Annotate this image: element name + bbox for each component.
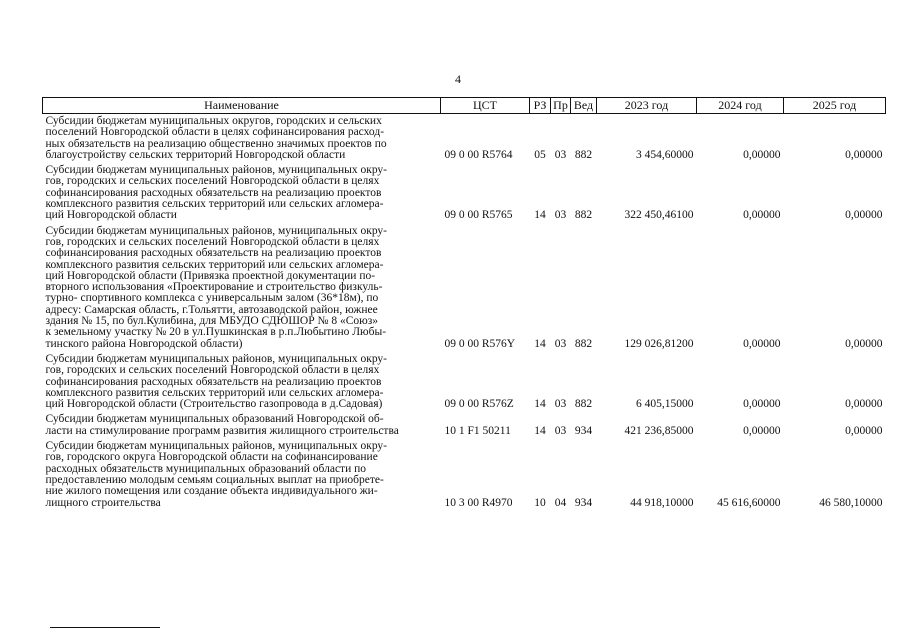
row-y2024-cell: 0,00000 [743,398,781,411]
row-name-line: Субсидии бюджетам муниципальных округов, городских и сельских [45,115,382,127]
row-name-line: расходных обязательств муниципальных образований области по [45,462,367,475]
row-name-line: Субсидии бюджетам муниципальных районов, муниципальных окру- [45,224,388,237]
row-ved-cell: 882 [574,209,593,222]
row-name-line: Субсидии бюджетам муниципальных районов, муниципальных окру- [45,352,388,365]
row-y2024-cell: 0,00000 [743,148,781,161]
row-cst-cell: 09 0 00 R5765 [444,209,513,222]
row-y2024-cell: 0,00000 [743,209,781,222]
row-name-cell [43,163,441,223]
header-cst: ЦСТ [441,98,530,114]
row-cst-cell: 09 0 00 R576Y [444,337,516,350]
row-pr-cell: 03 [554,148,567,161]
row-y2025-cell: 0,00000 [845,424,883,437]
row-rz-cell: 14 [534,424,546,437]
row-name-line: ций Новгородской области (Привязка проектной документации по- [45,269,376,282]
row-name-line: турно- спортивного комплекса с универсальным залом (36*18м), по [45,292,379,305]
table-row [43,412,886,439]
row-name-cell [43,352,441,412]
row-name-line: софинансирования расходных обязательств на реализацию проектов [45,186,382,199]
row-name-cell [43,439,441,511]
row-name-line: ций Новгородской области (Строительство газопровода в д.Садовая) [45,398,383,411]
table-row [43,352,886,412]
row-pr-cell: 03 [554,209,567,222]
table-row [43,224,886,352]
budget-table-container [42,97,885,511]
row-name-line: комплексного развития сельских территорий или сельских агломера- [45,386,384,399]
row-name-line: софинансирования расходных обязательств на реализацию проектов [45,247,382,260]
row-name-line: здания № 15, по бул.Кулибина, для МБУДО СДЮШОР № 8 «Союз» [45,315,379,328]
row-name-line: гов, городского округа Новгородской области на софинансирование [45,451,378,464]
row-y2025-cell: 0,00000 [845,337,883,350]
header-name: Наименование [43,98,441,114]
table-header [43,98,886,114]
row-name-line: Субсидии бюджетам муниципальных образований Новгородской об- [45,413,384,426]
row-ved-cell: 882 [574,148,593,161]
row-rz-cell: 14 [534,337,546,350]
row-name-cell [43,114,441,164]
row-cst-cell: 10 1 F1 50211 [444,424,511,437]
row-name-line: Субсидии бюджетам муниципальных районов, муниципальных окру- [45,440,388,453]
row-name-line: ных обязательств на реализацию общественно значимых проектов по [45,137,387,150]
row-pr-cell: 03 [554,337,567,350]
table-row [43,163,886,223]
row-name-line: комплексного развития сельских территорий или сельских агломера- [45,198,384,211]
row-y2023-cell: 322 450,46100 [624,209,694,222]
row-name-line: комплексного развития сельских территорий или сельских агломера- [45,258,384,271]
row-y2024-cell: 45 616,60000 [717,496,781,509]
row-name-line: адресу: Самарская область, г.Тольятти, автозаводской район, южнее [45,303,378,316]
header-2024: 2024 год [697,98,784,114]
table-body [43,114,886,511]
row-y2025-cell: 0,00000 [845,398,883,411]
row-name-cell [43,224,441,352]
row-rz-cell: 14 [534,398,546,411]
row-name-line: ласти на стимулирование программ развития жилищного строительства [45,424,399,437]
header-2025: 2025 год [784,98,886,114]
row-cst-cell: 09 0 00 R576Z [444,398,514,411]
row-name-line: гов, городских и сельских поселений Новгородской области в целях [45,175,380,188]
row-name-line: софинансирования расходных обязательств на реализацию проектов [45,375,382,388]
row-y2024-cell: 0,00000 [743,424,781,437]
row-rz-cell: 14 [534,209,546,222]
row-name-line: благоустройству сельских территорий Новгородской области [45,148,346,161]
row-y2025-cell: 0,00000 [845,148,883,161]
row-name-line: вторного использования «Проектирование и строительство физкуль- [45,281,383,294]
row-name-line: к земельному участку № 20 в ул.Пушкинская в р.п.Любытино Любы- [45,326,387,339]
header-rz: РЗ [530,98,551,114]
row-y2023-cell: 44 918,10000 [630,496,694,509]
row-name-line: тинского района Новгородской области) [45,337,243,350]
row-ved-cell: 882 [574,398,593,411]
header-row [43,98,886,114]
header-ved: Вед [571,98,597,114]
row-cst-cell: 09 0 00 R5764 [444,148,513,161]
row-y2025-cell: 0,00000 [845,209,883,222]
row-name-cell [43,412,441,439]
header-2023: 2023 год [597,98,697,114]
row-rz-cell: 05 [534,148,546,161]
page-number: 4 [455,72,461,86]
row-rz-cell: 10 [534,496,546,509]
table-row [43,439,886,511]
row-pr-cell: 03 [554,398,567,411]
table-row [43,114,886,164]
row-y2024-cell: 0,00000 [743,337,781,350]
row-y2023-cell: 6 405,15000 [636,398,694,411]
row-ved-cell: 934 [574,424,593,437]
header-pr: Пр [551,98,571,114]
row-name-line: лищного строительства [45,496,161,509]
row-name-line: ций Новгородской области [45,209,177,222]
row-ved-cell: 882 [574,337,593,350]
row-pr-cell: 03 [554,424,567,437]
row-y2023-cell: 421 236,85000 [624,424,694,437]
row-y2023-cell: 129 026,81200 [624,337,694,350]
row-cst-cell: 10 3 00 R4970 [444,496,513,509]
row-name-line: гов, городских и сельских поселений Новгородской области в целях [45,235,380,248]
row-name-line: предоставлению молодым семьям социальных выплат на приобрете- [45,473,384,486]
row-name-line: гов, городских и сельских поселений Новгородской области в целях [45,364,380,377]
row-name-line: поселений Новгородской области в целях софинансирования расход- [45,126,385,139]
row-y2023-cell: 3 454,60000 [636,148,694,161]
row-ved-cell: 934 [574,496,593,509]
footnote-rule [50,627,160,628]
row-y2025-cell: 46 580,10000 [819,496,883,509]
row-pr-cell: 04 [554,496,567,509]
budget-table [42,97,886,511]
row-name-line: Субсидии бюджетам муниципальных районов, муниципальных окру- [45,164,388,177]
row-name-line: ние жилого помещения или создание объекта индивидуального жи- [45,485,378,498]
